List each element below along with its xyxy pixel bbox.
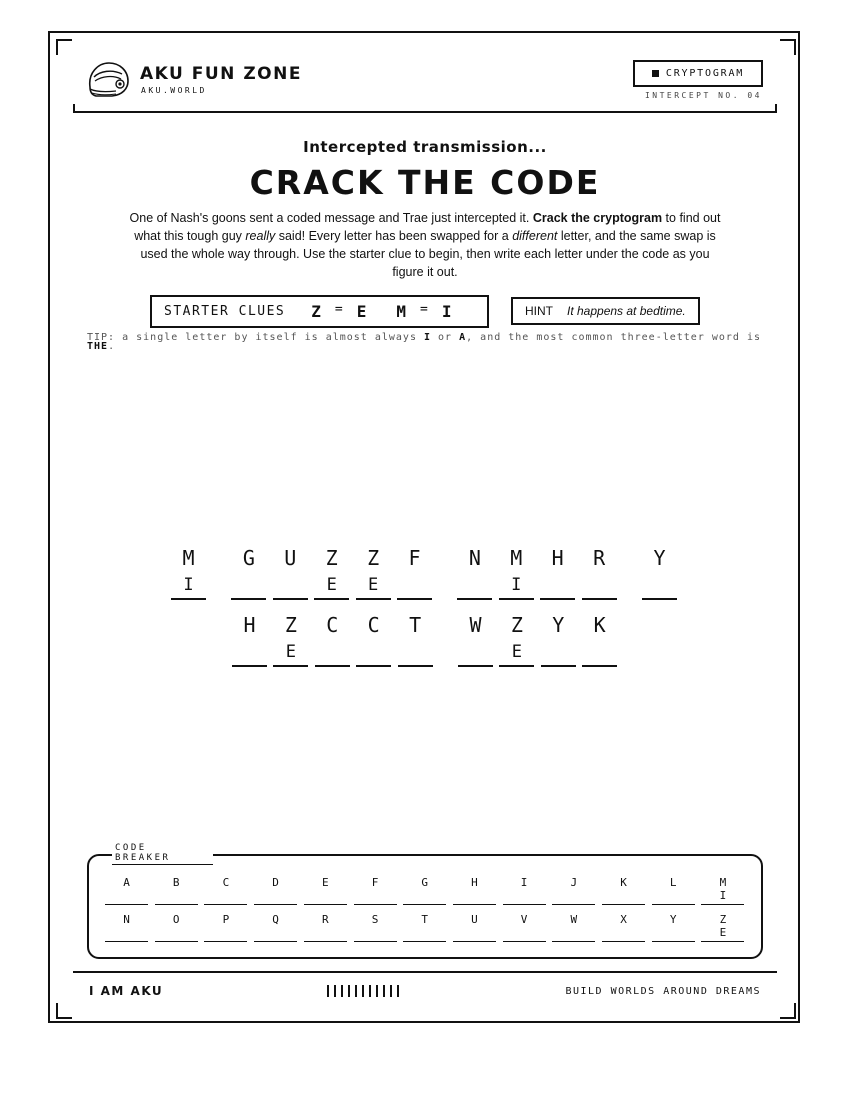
footer-tagline: BUILD WORLDS AROUND DREAMS <box>565 986 761 997</box>
key-slot[interactable] <box>105 876 148 905</box>
code-breaker-box <box>87 854 763 959</box>
key-slot[interactable] <box>254 913 297 942</box>
cipher-letter: W <box>469 613 482 637</box>
cipher-letter: Z <box>510 613 523 637</box>
answer-blank <box>356 598 391 600</box>
key-cipher-letter: A <box>123 876 130 889</box>
key-answer-letter[interactable]: E <box>719 926 727 939</box>
answer-blank <box>541 665 576 667</box>
answer-letter[interactable]: E <box>511 642 523 662</box>
key-blank <box>602 904 645 905</box>
answer-letter[interactable] <box>315 642 350 662</box>
key-blank <box>453 941 496 942</box>
answer-blank <box>582 665 617 667</box>
answer-letter[interactable] <box>397 575 432 595</box>
key-cipher-letter: R <box>321 913 329 926</box>
answer-blank <box>582 598 617 600</box>
key-cipher-letter: E <box>321 876 329 889</box>
brand-name: AKU FUN ZONE <box>140 64 302 84</box>
key-answer-letter[interactable] <box>304 889 347 902</box>
key-blank <box>503 904 546 905</box>
key-blank <box>403 904 446 905</box>
key-answer-letter[interactable] <box>652 926 695 939</box>
key-blank <box>652 904 695 905</box>
cipher-letter: C <box>367 613 380 637</box>
corner-mark-bottom-left <box>56 1003 72 1019</box>
key-blank <box>403 941 446 942</box>
code-breaker-label: CODE BREAKER <box>112 843 213 865</box>
key-slot[interactable] <box>304 913 347 942</box>
key-answer-letter[interactable] <box>503 926 546 939</box>
hint-box <box>511 297 700 325</box>
key-slot[interactable] <box>652 876 695 905</box>
key-blank <box>105 904 148 905</box>
starter-clues-box <box>150 295 489 328</box>
intro-paragraph: One of Nash's goons sent a coded message and Trae just intercepted it. Crack the cryptogram to find out what this tough guy really said! Every letter has been swapped for a different letter, and the same swap is used the whole way through. Use the starter clue to begin, then write each letter under the code as you figure it out. <box>129 211 721 279</box>
answer-blank <box>457 598 492 600</box>
key-blank <box>503 941 546 942</box>
cipher-letter: F <box>408 546 421 570</box>
answer-letter[interactable]: I <box>183 575 194 595</box>
key-cipher-letter: J <box>570 876 578 889</box>
subtitle: Intercepted transmission... <box>303 138 547 156</box>
key-answer-letter[interactable] <box>204 926 247 939</box>
cipher-letter: Z <box>367 546 380 570</box>
astronaut-helmet-icon <box>86 61 130 99</box>
key-cipher-letter: X <box>620 913 627 926</box>
answer-letter[interactable] <box>642 575 677 595</box>
key-slot[interactable] <box>701 913 744 942</box>
key-cipher-letter: T <box>421 913 428 926</box>
cipher-letter: Y <box>552 613 565 637</box>
key-slot[interactable] <box>701 876 744 905</box>
cipher-letter: Z <box>325 546 338 570</box>
cipher-letter: H <box>551 546 564 570</box>
key-answer-letter[interactable] <box>552 926 595 939</box>
key-slot[interactable] <box>155 913 198 942</box>
answer-letter[interactable]: I <box>511 575 522 595</box>
key-answer-letter[interactable] <box>204 889 247 902</box>
key-blank <box>701 941 744 942</box>
cipher-letter: M <box>182 546 195 570</box>
key-answer-letter[interactable] <box>254 926 297 939</box>
cipher-letter: H <box>243 613 256 637</box>
corner-mark-top-left <box>56 39 72 55</box>
key-slot[interactable] <box>453 913 496 942</box>
key-cipher-letter: B <box>172 876 180 889</box>
key-answer-letter[interactable] <box>602 889 645 902</box>
header-divider <box>73 104 777 113</box>
key-blank <box>453 904 496 905</box>
key-answer-letter[interactable] <box>354 889 397 902</box>
key-answer-letter[interactable] <box>453 889 496 902</box>
cipher-letter: T <box>409 613 422 637</box>
answer-letter[interactable]: E <box>326 575 337 595</box>
answer-blank <box>231 598 266 600</box>
answer-letter[interactable]: E <box>367 575 379 595</box>
answer-blank <box>540 598 575 600</box>
answer-blank <box>397 598 432 600</box>
barcode-icon <box>327 985 402 997</box>
key-slot[interactable] <box>304 876 347 905</box>
key-cipher-letter: K <box>620 876 627 889</box>
brand-url: AKU.WORLD <box>141 86 207 95</box>
key-cipher-letter: H <box>471 876 478 889</box>
answer-blank <box>642 598 677 600</box>
key-cipher-letter: Z <box>719 913 727 926</box>
key-blank <box>105 941 148 942</box>
key-answer-letter[interactable]: I <box>719 889 727 902</box>
key-blank <box>204 941 247 942</box>
footer-divider <box>73 971 777 973</box>
key-slot[interactable] <box>602 876 645 905</box>
cipher-letter: U <box>284 546 297 570</box>
key-blank <box>652 941 695 942</box>
cipher-letter: M <box>510 546 523 570</box>
page-title: CRACK THE CODE <box>249 163 601 202</box>
key-answer-letter[interactable] <box>155 926 198 939</box>
puzzle-type-badge <box>633 60 763 87</box>
answer-blank <box>273 665 308 667</box>
key-answer-letter[interactable] <box>403 926 446 939</box>
key-slot[interactable] <box>354 913 397 942</box>
key-blank <box>155 904 198 905</box>
key-answer-letter[interactable] <box>354 926 397 939</box>
answer-letter[interactable]: E <box>285 642 297 662</box>
key-cipher-letter: M <box>719 876 727 889</box>
key-cipher-letter: I <box>520 876 528 889</box>
answer-letter[interactable] <box>457 575 492 595</box>
key-answer-letter[interactable] <box>304 926 347 939</box>
key-slot[interactable] <box>204 913 247 942</box>
key-slot[interactable] <box>552 913 595 942</box>
cipher-letter: G <box>242 546 255 570</box>
key-slot[interactable] <box>204 876 247 905</box>
key-cipher-letter: N <box>123 913 130 926</box>
answer-blank <box>499 598 534 600</box>
key-answer-letter[interactable] <box>453 926 496 939</box>
key-blank <box>155 941 198 942</box>
key-cipher-letter: S <box>371 913 379 926</box>
answer-blank <box>171 598 206 600</box>
key-cipher-letter: C <box>222 876 230 889</box>
square-icon <box>652 70 659 77</box>
key-slot[interactable] <box>503 913 546 942</box>
starter-clue: M = I <box>396 302 452 321</box>
badge-label: CRYPTOGRAM <box>665 68 745 79</box>
key-answer-letter[interactable] <box>652 889 695 902</box>
hint-label: HINT <box>525 304 553 318</box>
key-cipher-letter: Q <box>272 913 279 926</box>
key-slot[interactable] <box>105 913 148 942</box>
answer-blank <box>499 665 534 667</box>
answer-letter[interactable] <box>273 575 308 595</box>
key-slot[interactable] <box>602 913 645 942</box>
key-slot[interactable] <box>254 876 297 905</box>
key-blank <box>354 904 397 905</box>
key-slot[interactable] <box>403 876 446 905</box>
answer-letter[interactable] <box>458 642 493 662</box>
key-cipher-letter: W <box>570 913 578 926</box>
key-cipher-letter: V <box>520 913 528 926</box>
key-blank <box>304 904 347 905</box>
answer-letter[interactable] <box>540 575 575 595</box>
answer-letter[interactable] <box>398 642 433 662</box>
key-blank <box>552 904 595 905</box>
tip-text: TIP: a single letter by itself is almost always I or A, and the most common three-letter word is THE. <box>87 332 762 352</box>
answer-blank <box>356 665 391 667</box>
intercept-number: INTERCEPT NO. 04 <box>644 91 762 100</box>
answer-blank <box>398 665 433 667</box>
key-blank <box>552 941 595 942</box>
starter-clues-label: STARTER CLUES <box>164 304 286 319</box>
key-cipher-letter: P <box>222 913 230 926</box>
key-blank <box>602 941 645 942</box>
cipher-letter: R <box>593 546 606 570</box>
key-answer-letter[interactable] <box>155 889 198 902</box>
cipher-letter: N <box>468 546 481 570</box>
key-blank <box>254 941 297 942</box>
key-cipher-letter: L <box>669 876 677 889</box>
key-answer-letter[interactable] <box>403 889 446 902</box>
key-blank <box>701 904 744 905</box>
cipher-letter: C <box>326 613 339 637</box>
key-blank <box>304 941 347 942</box>
key-slot[interactable] <box>652 913 695 942</box>
key-answer-letter[interactable] <box>552 889 595 902</box>
answer-letter[interactable] <box>582 575 617 595</box>
cipher-letter: Z <box>284 613 297 637</box>
key-blank <box>354 941 397 942</box>
answer-letter[interactable] <box>231 575 266 595</box>
key-cipher-letter: G <box>421 876 428 889</box>
key-answer-letter[interactable] <box>254 889 297 902</box>
key-cipher-letter: Y <box>669 913 677 926</box>
answer-letter[interactable] <box>582 642 617 662</box>
key-answer-letter[interactable] <box>602 926 645 939</box>
key-answer-letter[interactable] <box>503 889 546 902</box>
key-slot[interactable] <box>155 876 198 905</box>
answer-letter[interactable] <box>356 642 391 662</box>
key-slot[interactable] <box>403 913 446 942</box>
cipher-letter: K <box>593 613 606 637</box>
hint-text: It happens at bedtime. <box>567 304 686 318</box>
key-cipher-letter: D <box>272 876 279 889</box>
corner-mark-bottom-right <box>780 1003 796 1019</box>
answer-blank <box>273 598 308 600</box>
key-blank <box>254 904 297 905</box>
key-slot[interactable] <box>503 876 546 905</box>
footer-slogan: I AM AKU <box>89 984 164 998</box>
key-cipher-letter: O <box>172 913 180 926</box>
answer-letter[interactable] <box>232 642 267 662</box>
key-answer-letter[interactable] <box>105 889 148 902</box>
answer-letter[interactable] <box>541 642 576 662</box>
key-cipher-letter: U <box>471 913 478 926</box>
key-blank <box>204 904 247 905</box>
answer-blank <box>232 665 267 667</box>
corner-mark-top-right <box>780 39 796 55</box>
key-slot[interactable] <box>453 876 496 905</box>
answer-blank <box>315 665 350 667</box>
key-slot[interactable] <box>354 876 397 905</box>
key-slot[interactable] <box>552 876 595 905</box>
key-answer-letter[interactable] <box>105 926 148 939</box>
answer-blank <box>458 665 493 667</box>
starter-clue: Z = E <box>311 302 367 321</box>
answer-blank <box>314 598 349 600</box>
key-cipher-letter: F <box>371 876 379 889</box>
cipher-letter: Y <box>653 546 666 570</box>
